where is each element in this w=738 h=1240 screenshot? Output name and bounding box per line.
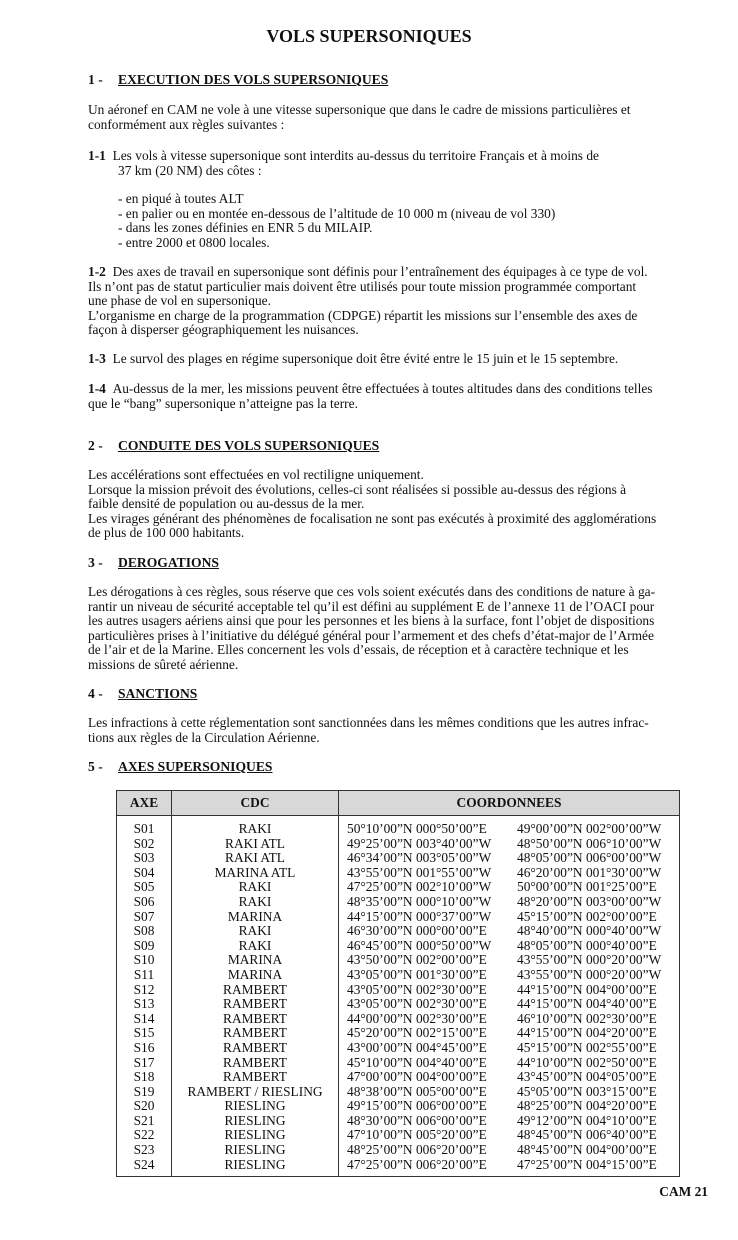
rule-number: 1-3 (88, 351, 106, 366)
text-line: particulières prises à l’initiative du délégué général pour l’armement et des chefs d’état-major de l’Armée (88, 627, 654, 643)
end-coordinate: 45°15’00”N 002°00’00”E (517, 908, 657, 924)
rule-1-3 (88, 352, 708, 367)
coordinates-cell (339, 1128, 679, 1143)
text-line: Les virages générant des phénomènes de focalisation ne sont pas exécutés à proximité des agglomérations (88, 510, 657, 526)
end-coordinate: 44°15’00”N 004°00’00”E (517, 981, 657, 997)
text-line: missions de sûreté aérienne. (88, 656, 239, 672)
cdc-cell: RIESLING (224, 1156, 286, 1172)
cdc-cell: RIESLING (224, 1142, 286, 1158)
coordinates-cell (339, 983, 679, 998)
text-line: de l’air et de la Marine. Elles concernent les vols d’essais, de réception et à caractère technique et les (88, 642, 629, 658)
text-line: 37 km (20 NM) des côtes : (118, 162, 262, 178)
end-coordinate: 48°20’00”N 003°00’00”W (517, 893, 662, 909)
section-number: 3 - (88, 555, 103, 570)
text-line: Les infractions à cette réglementation sont sanctionnées dans les mêmes conditions que les autres infrac- (88, 715, 649, 730)
axe-cell: S05 (133, 879, 155, 895)
rule-1-4 (88, 382, 708, 411)
coordinates-cell (339, 851, 679, 866)
coordinates-cell (339, 866, 679, 881)
start-coordinate: 48°30’00”N 006°00’00”E (347, 1112, 487, 1128)
section-2-heading (88, 439, 708, 454)
start-coordinate: 49°15’00”N 006°00’00”E (347, 1098, 487, 1114)
coordinates-cell (339, 1026, 679, 1041)
coordinates-cell (339, 1041, 679, 1056)
cdc-cell: RAMBERT (223, 1039, 287, 1055)
section-1-intro (88, 103, 708, 132)
start-coordinate: 43°55’00”N 001°55’00”W (347, 864, 492, 880)
list-item: - entre 2000 et 0800 locales. (118, 234, 270, 250)
section-2-body (88, 468, 708, 541)
text-line: Les accélérations sont effectuées en vol rectiligne uniquement. (88, 467, 424, 482)
coordinates-cell (339, 895, 679, 910)
cdc-cell: RAKI (238, 879, 272, 895)
rule-number: 1-2 (88, 264, 106, 279)
coordinates-cell (339, 997, 679, 1012)
end-coordinate: 47°25’00”N 004°15’00”E (517, 1156, 657, 1172)
section-number: 4 - (88, 686, 103, 701)
column-header-axe: AXE (117, 791, 172, 816)
section-title: EXECUTION DES VOLS SUPERSONIQUES (118, 72, 389, 87)
axe-cell: S07 (133, 908, 155, 924)
section-number: 1 - (88, 72, 103, 87)
end-coordinate: 43°55’00”N 000°20’00”W (517, 952, 662, 968)
end-coordinate: 48°45’00”N 004°00’00”E (517, 1142, 657, 1158)
end-coordinate: 44°15’00”N 004°40’00”E (517, 996, 657, 1012)
text-line: conformément aux règles suivantes : (88, 116, 285, 132)
text-line: une phase de vol en supersonique. (88, 293, 271, 309)
start-coordinate: 43°05’00”N 002°30’00”E (347, 996, 487, 1012)
text-line: L’organisme en charge de la programmation (CDPGE) répartit les missions sur l’ensemble des axes de (88, 307, 638, 323)
text-line: de plus de 100 000 habitants. (88, 525, 245, 541)
axe-cell: S09 (133, 937, 155, 953)
end-coordinate: 48°05’00”N 006°00’00”W (517, 850, 662, 866)
text-line: rantir un niveau de sécurité acceptable tel qu’il est défini au supplément E de l’annexe 11 de l’OACI pour (88, 598, 655, 614)
axe-cell: S19 (133, 1083, 155, 1099)
axe-cell: S06 (133, 893, 155, 909)
coordinates-cell (339, 1099, 679, 1114)
text-line: que le “bang” supersonique n’atteigne pas la terre. (88, 395, 358, 411)
start-coordinate: 46°45’00”N 000°50’00”W (347, 937, 492, 953)
coordinates-cell (339, 1012, 679, 1027)
start-coordinate: 43°05’00”N 001°30’00”E (347, 966, 487, 982)
rule-number: 1-1 (88, 148, 106, 163)
cdc-cell: RAKI (238, 821, 272, 836)
axe-cell: S20 (133, 1098, 155, 1114)
section-number: 2 - (88, 438, 103, 453)
text-line: tions aux règles de la Circulation Aérienne. (88, 729, 320, 745)
cdc-cell: RAKI (238, 923, 272, 939)
end-coordinate: 43°45’00”N 004°05’00”E (517, 1069, 657, 1085)
start-coordinate: 46°30’00”N 000°00’00”E (347, 923, 487, 939)
section-title: CONDUITE DES VOLS SUPERSONIQUES (118, 438, 380, 453)
end-coordinate: 48°45’00”N 006°40’00”E (517, 1127, 657, 1143)
section-4-heading (88, 687, 708, 702)
cdc-cell: RAKI (238, 937, 272, 953)
cdc-cell: RAMBERT (223, 1054, 287, 1070)
text-line: les autres usagers aériens ainsi que pour les personnes et les biens à la surface, font l’objet de dispositions (88, 613, 655, 629)
axe-cell: S10 (133, 952, 155, 968)
rule-number: 1-4 (88, 381, 106, 396)
coordinates-cell (339, 1114, 679, 1129)
axe-cell: S13 (133, 996, 155, 1012)
end-coordinate: 45°05’00”N 003°15’00”E (517, 1083, 657, 1099)
end-coordinate: 48°25’00”N 004°20’00”E (517, 1098, 657, 1114)
coordinates-cell (339, 1056, 679, 1071)
end-coordinate: 48°50’00”N 006°10’00”W (517, 835, 662, 851)
list-item: - en palier ou en montée en-dessous de l’altitude de 10 000 m (niveau de vol 330) (118, 205, 556, 221)
section-3-heading (88, 556, 708, 571)
start-coordinate: 49°25’00”N 003°40’00”W (347, 835, 492, 851)
axe-cell: S18 (133, 1069, 155, 1085)
cdc-cell: MARINA (227, 966, 283, 982)
cdc-cell: RAMBERT (223, 1010, 287, 1026)
end-coordinate: 48°05’00”N 000°40’00”E (517, 937, 657, 953)
section-title: AXES SUPERSONIQUES (118, 759, 273, 774)
end-coordinate: 44°15’00”N 004°20’00”E (517, 1025, 657, 1041)
cdc-cell: RIESLING (224, 1127, 286, 1143)
text-line: Les vols à vitesse supersonique sont interdits au-dessus du territoire Français et à moins de (112, 148, 599, 163)
cdc-cell: RAMBERT (223, 1069, 287, 1085)
start-coordinate: 43°05’00”N 002°30’00”E (347, 981, 487, 997)
start-coordinate: 46°34’00”N 003°05’00”W (347, 850, 492, 866)
section-number: 5 - (88, 759, 103, 774)
coordinates-cell (339, 880, 679, 895)
axe-cell: S01 (133, 821, 155, 836)
section-5-heading (88, 760, 708, 775)
page-title: VOLS SUPERSONIQUES (266, 26, 472, 46)
text-line: Des axes de travail en supersonique sont définis pour l’entraînement des équipages à ce type de vol. (112, 264, 648, 279)
start-coordinate: 47°10’00”N 005°20’00”E (347, 1127, 487, 1143)
axe-cell: S08 (133, 923, 155, 939)
axe-cell: S12 (133, 981, 155, 997)
axe-cell: S03 (133, 850, 155, 866)
axe-column (117, 816, 172, 1177)
page-number: CAM 21 (659, 1184, 708, 1199)
start-coordinate: 43°00’00”N 004°45’00”E (347, 1039, 487, 1055)
end-coordinate: 45°15’00”N 002°55’00”E (517, 1039, 657, 1055)
axe-cell: S21 (133, 1112, 155, 1128)
axe-cell: S17 (133, 1054, 155, 1070)
axe-cell: S24 (133, 1156, 155, 1172)
end-coordinate: 48°40’00”N 000°40’00”W (517, 923, 662, 939)
text-line: faible densité de population ou au-dessus de la mer. (88, 496, 365, 512)
section-1-heading (88, 73, 708, 88)
end-coordinate: 50°00’00”N 001°25’00”E (517, 879, 657, 895)
text-line: Lorsque la mission prévoit des évolutions, celles-ci sont réalisées si possible au-dessus des régions à (88, 481, 627, 497)
text-line: Un aéronef en CAM ne vole à une vitesse supersonique que dans le cadre de missions particulières et (88, 102, 631, 117)
axe-cell: S22 (133, 1127, 155, 1143)
axe-cell: S11 (133, 966, 155, 982)
coordinates-cell (339, 1143, 679, 1158)
text-line: façon à disperser géographiquement les nuisances. (88, 322, 359, 338)
cdc-column (172, 816, 339, 1177)
text-line: Au-dessus de la mer, les missions peuvent être effectuées à toutes altitudes dans des conditions telles (112, 381, 653, 396)
coordinates-cell (339, 968, 679, 983)
start-coordinate: 44°00’00”N 002°30’00”E (347, 1010, 487, 1026)
cdc-cell: MARINA (227, 952, 283, 968)
text-line: Les dérogations à ces règles, sous réserve que ces vols soient exécutés dans des conditions de nature à ga- (88, 584, 656, 599)
axe-cell: S04 (133, 864, 155, 880)
cdc-cell: RAMBERT / RIESLING (187, 1083, 323, 1099)
start-coordinate: 45°20’00”N 002°15’00”E (347, 1025, 487, 1041)
coordinates-cell (339, 1085, 679, 1100)
section-4-body (88, 716, 708, 745)
cdc-cell: RAMBERT (223, 981, 287, 997)
text-line: Le survol des plages en régime supersonique doit être évité entre le 15 juin et le 15 septembre. (112, 351, 619, 366)
coordinates-cell (339, 1070, 679, 1085)
end-coordinate: 44°10’00”N 002°50’00”E (517, 1054, 657, 1070)
rule-1-2 (88, 265, 708, 338)
axe-cell: S02 (133, 835, 155, 851)
cdc-cell: RAKI ATL (225, 835, 285, 851)
coordinates-cell (339, 837, 679, 852)
axe-cell: S16 (133, 1039, 155, 1055)
axe-cell: S15 (133, 1025, 155, 1041)
rule-1-1 (88, 149, 708, 178)
start-coordinate: 47°00’00”N 004°00’00”E (347, 1069, 487, 1085)
column-header-cdc: CDC (172, 791, 339, 816)
start-coordinate: 47°25’00”N 006°20’00”E (347, 1156, 487, 1172)
start-coordinate: 48°25’00”N 006°20’00”E (347, 1142, 487, 1158)
axe-cell: S23 (133, 1142, 155, 1158)
start-coordinate: 50°10’00”N 000°50’00”E (347, 821, 487, 836)
coordinates-cell (339, 910, 679, 925)
axes-table (116, 790, 680, 1177)
column-header-coordonnees: COORDONNEES (339, 791, 680, 816)
cdc-cell: RAKI (238, 893, 272, 909)
cdc-cell: RIESLING (224, 1112, 286, 1128)
cdc-cell: MARINA ATL (214, 864, 296, 880)
table-body-row (117, 816, 680, 1177)
end-coordinate: 49°00’00”N 002°00’00”W (517, 821, 662, 836)
section-title: SANCTIONS (118, 686, 198, 701)
end-coordinate: 49°12’00”N 004°10’00”E (517, 1112, 657, 1128)
text-line: Ils n’ont pas de statut particulier mais doivent être utilisés pour toute mission programmée comportant (88, 278, 637, 294)
coordinates-cell (339, 822, 679, 837)
section-title: DEROGATIONS (118, 555, 219, 570)
coordinates-cell (339, 1158, 679, 1173)
start-coordinate: 43°50’00”N 002°00’00”E (347, 952, 487, 968)
section-3-body (88, 585, 708, 673)
cdc-cell: RAKI ATL (225, 850, 285, 866)
start-coordinate: 47°25’00”N 002°10’00”W (347, 879, 492, 895)
cdc-cell: RIESLING (224, 1098, 286, 1114)
restriction-list (88, 192, 708, 250)
end-coordinate: 46°20’00”N 001°30’00”W (517, 864, 662, 880)
end-coordinate: 43°55’00”N 000°20’00”W (517, 966, 662, 982)
coordinates-cell (339, 924, 679, 939)
start-coordinate: 48°35’00”N 000°10’00”W (347, 893, 492, 909)
table-header-row (117, 791, 680, 816)
list-item: - en piqué à toutes ALT (118, 191, 244, 206)
coordinates-cell (339, 953, 679, 968)
start-coordinate: 48°38’00”N 005°00’00”E (347, 1083, 487, 1099)
end-coordinate: 46°10’00”N 002°30’00”E (517, 1010, 657, 1026)
cdc-cell: RAMBERT (223, 1025, 287, 1041)
cdc-cell: RAMBERT (223, 996, 287, 1012)
axe-cell: S14 (133, 1010, 155, 1026)
coordinates-cell (339, 939, 679, 954)
start-coordinate: 45°10’00”N 004°40’00”E (347, 1054, 487, 1070)
list-item: - dans les zones définies en ENR 5 du MILAIP. (118, 220, 373, 236)
cdc-cell: MARINA (227, 908, 283, 924)
coordinates-column (339, 816, 680, 1177)
start-coordinate: 44°15’00”N 000°37’00”W (347, 908, 492, 924)
